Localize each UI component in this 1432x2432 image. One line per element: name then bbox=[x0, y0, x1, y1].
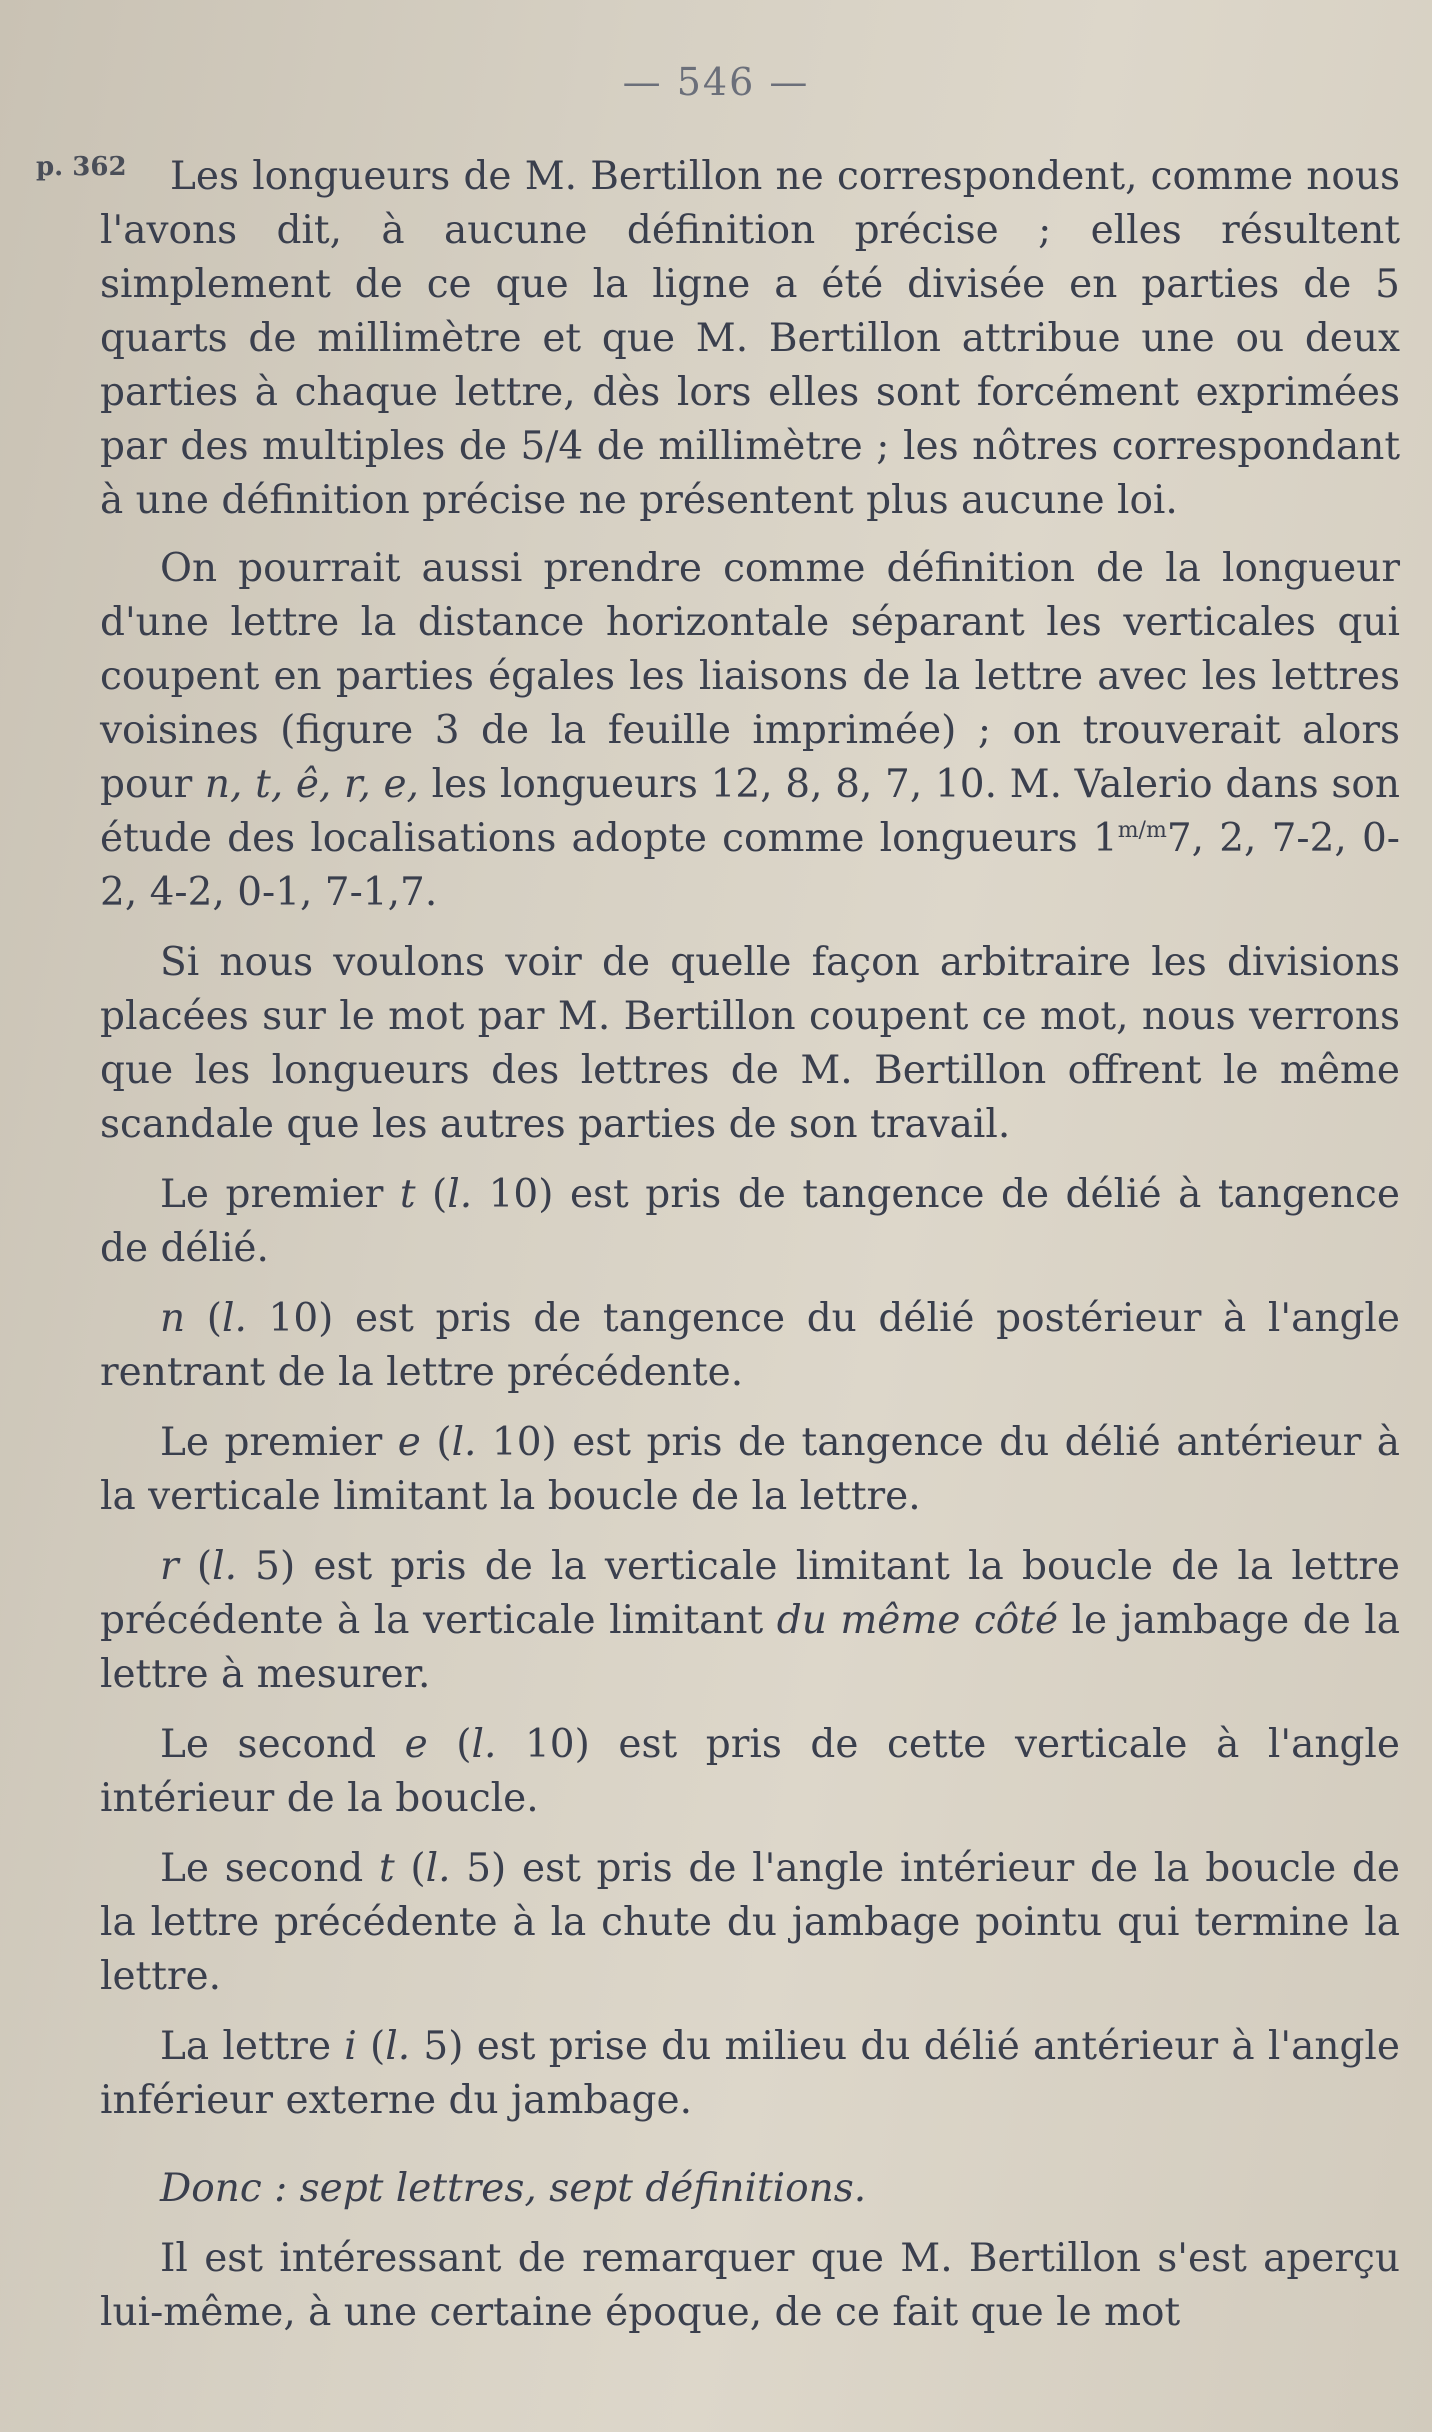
definition-emphasis: du même côté bbox=[776, 1598, 1059, 1643]
definition-text: est pris de tangence du délié postérieur à l'angle rentrant de la lettre précédente. bbox=[100, 1296, 1400, 1395]
unit-superscript: m/m bbox=[1117, 818, 1167, 843]
conclusion: Donc : sept lettres, sept définitions. bbox=[160, 2166, 867, 2211]
line-reference: (l. 10) bbox=[420, 1420, 557, 1465]
definition-paragraph bbox=[100, 1416, 1400, 1524]
line-reference: (l. 5) bbox=[394, 1846, 507, 1891]
definition-text: est pris de cette verticale à l'angle intérieur de la boucle. bbox=[100, 1722, 1400, 1821]
line-reference: (l. 10) bbox=[185, 1296, 334, 1341]
definition-text: est pris de la verticale limitant la boucle de la lettre précédente à la verticale limitant bbox=[100, 1544, 1400, 1643]
definition-text: est pris de l'angle intérieur de la boucle de la lettre précédente à la chute du jambage pointu qui termine la lettre. bbox=[100, 1846, 1401, 1999]
page-number: — 546 — bbox=[622, 60, 810, 104]
definition-lead: La lettre bbox=[160, 2024, 345, 2069]
definition-letter: r bbox=[160, 1544, 179, 1589]
definition-paragraph bbox=[100, 2020, 1400, 2128]
definition-paragraph bbox=[100, 1292, 1400, 1400]
definition-lead: Le premier bbox=[160, 1172, 400, 1217]
definition-text: est pris de tangence de délié à tangence de délié. bbox=[100, 1172, 1400, 1271]
margin-reference: p. 362 bbox=[36, 152, 127, 182]
definition-letter: e bbox=[397, 1420, 421, 1465]
definition-text: est pris de tangence du délié antérieur à la verticale limitant la boucle de la lettre. bbox=[100, 1420, 1400, 1519]
letter-definitions bbox=[100, 1168, 1400, 2128]
closing-paragraph: Il est intéressant de remarquer que M. Bertillon s'est aperçu lui-même, à une certaine époque, de ce fait que le mot bbox=[100, 2236, 1400, 2335]
line-reference: (l. 5) bbox=[178, 1544, 296, 1589]
line-reference: (l. 10) bbox=[427, 1722, 590, 1767]
definition-lead: Le premier bbox=[160, 1420, 398, 1465]
definition-paragraph bbox=[100, 1842, 1400, 2004]
definition-letter: n bbox=[160, 1296, 186, 1341]
definition-letter: t bbox=[399, 1172, 416, 1217]
definition-lead: Le second bbox=[160, 1846, 379, 1891]
definition-tail: le jambage de la lettre à mesurer. bbox=[100, 1598, 1401, 1697]
definition-paragraph bbox=[100, 1718, 1400, 1826]
definition-lead: Le second bbox=[160, 1722, 405, 1767]
definition-letter: t bbox=[378, 1846, 395, 1891]
line-reference: (l. 5) bbox=[356, 2024, 464, 2069]
letter-list: n, t, ê, r, e, bbox=[204, 762, 419, 807]
definition-paragraph bbox=[100, 1168, 1400, 1276]
paragraph-2: On pourrait aussi prendre comme définition de la longueur d'une lettre la distance horizontale séparant les verticales qui coupent en parties égales les liaisons de la lettre avec les lettres voisines (figure 3 de la feuille imprimée) ; on trouverait alors pour n, t, ê, r, e, les longueurs 12, 8, 8, 7, 10. M. Valerio dans son étude des localisations adopte comme longueurs $1^{m/m}7$, 2, 7-2, 0-2, 4-2, 0-1, 7-1,7. bbox=[100, 546, 1400, 915]
paragraph-3: Si nous voulons voir de quelle façon arbitraire les divisions placées sur le mot par M. Bertillon coupent ce mot, nous verrons que les longueurs des lettres de M. Bertillon offrent le même scandale que les autres parties de son travail. bbox=[100, 940, 1400, 1147]
paragraph-1: Les longueurs de M. Bertillon ne correspondent, comme nous l'avons dit, à aucune définition précise ; elles résultent simplement de ce que la ligne a été divisée en parties de 5 quarts de millimètre et que M. Bertillon attribue une ou deux parties à chaque lettre, dès lors elles sont forcément exprimées par des multiples de 5/4 de millimètre ; les nôtres correspondant à une définition précise ne présentent plus aucune loi. bbox=[100, 154, 1400, 523]
definition-letter: i bbox=[344, 2024, 357, 2069]
definition-text: est prise du milieu du délié antérieur à l'angle inférieur externe du jambage. bbox=[100, 2024, 1400, 2123]
line-reference: (l. 10) bbox=[415, 1172, 554, 1217]
definition-paragraph bbox=[100, 1540, 1400, 1702]
definition-letter: e bbox=[404, 1722, 428, 1767]
body-text bbox=[100, 150, 1400, 2356]
